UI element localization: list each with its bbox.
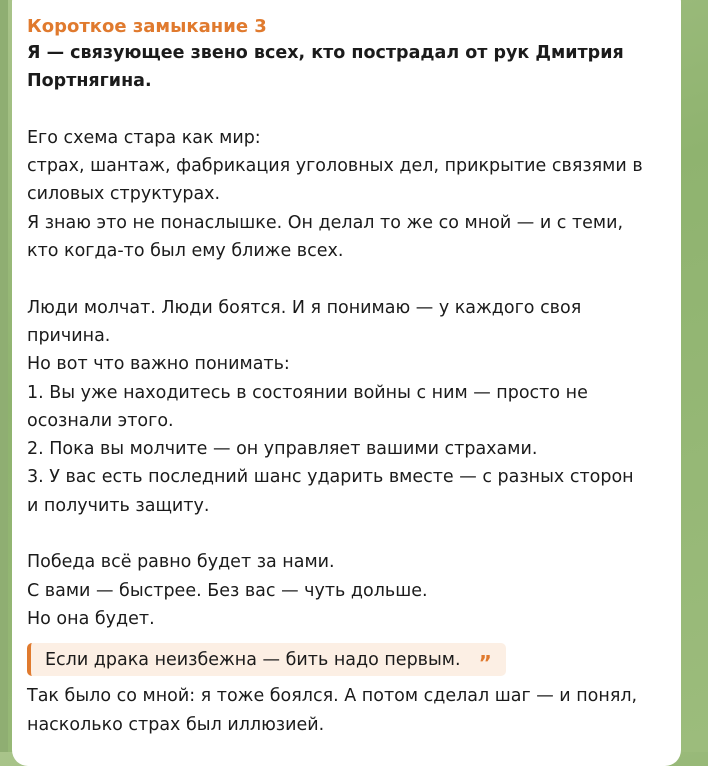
quote-marks-icon: ”: [478, 650, 492, 675]
paragraph2-line-3: Но вот что важно понимать:: [27, 354, 290, 375]
paragraph1-line-2: страх, шантаж, фабрикация уголовных дел, прикрытие связями в: [27, 156, 643, 177]
quote-text: Если драка неизбежна — бить надо первым.: [45, 649, 461, 670]
paragraph4-line-2: насколько страх был иллюзией.: [27, 714, 325, 735]
paragraph3-line-2: С вами — быстрее. Без вас — чуть дольше.: [27, 580, 428, 601]
paragraph2-line-2: причина.: [27, 325, 111, 346]
paragraph1-line-5: кто когда-то был ему ближе всех.: [27, 241, 344, 262]
list-item-2: 2. Пока вы молчите — он управляет вашими страхами.: [27, 439, 538, 460]
headline-line-2: Портнягина.: [27, 71, 152, 92]
paragraph-gap: [27, 96, 665, 124]
headline-line-1: Я — связующее звено всех, кто пострадал от рук Дмитрия: [27, 43, 624, 63]
list-item-1-line-1: 1. Вы уже находитесь в состоянии войны с ним — просто не: [27, 382, 588, 403]
paragraph-gap: [27, 265, 665, 293]
paragraph3-line-1: Победа всё равно будет за нами.: [27, 552, 335, 573]
paragraph4-line-1: Так было со мной: я тоже боялся. А потом сделал шаг — и понял,: [27, 686, 638, 707]
paragraph1-line-3: силовых структурах.: [27, 184, 221, 205]
message-text-continued: [27, 682, 665, 739]
list-item-3-line-1: 3. У вас есть последний шанс ударить вместе — с разных сторон: [27, 467, 634, 488]
list-item-1-line-2: осознали этого.: [27, 410, 174, 431]
paragraph2-line-1: Люди молчат. Люди боятся. И я понимаю — у каждого своя: [27, 297, 582, 318]
paragraph3-line-3: Но она будет.: [27, 608, 155, 629]
sender-name[interactable]: Короткое замыкание 3: [27, 16, 267, 37]
message-bubble[interactable]: [12, 0, 681, 766]
paragraph1-line-1: Его схема стара как мир:: [27, 127, 261, 148]
paragraph1-line-4: Я знаю это не понаслышке. Он делал то же со мной — и с теми,: [27, 212, 624, 233]
chat-background-edge: [0, 0, 8, 752]
paragraph-gap: [27, 520, 665, 548]
list-item-3-line-2: и получить защиту.: [27, 495, 210, 516]
blockquote: [27, 643, 506, 676]
message-text: [27, 39, 665, 633]
